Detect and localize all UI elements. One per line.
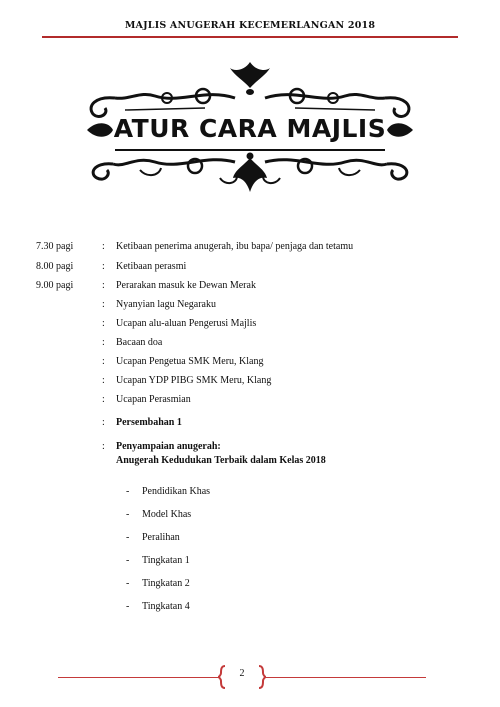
separator-colon: : [102, 299, 105, 310]
document-header-title: MAJLIS ANUGERAH KECEMERLANGAN 2018 [124, 20, 376, 31]
bullet-dash: - [126, 532, 130, 543]
bullet-dash: - [126, 486, 130, 497]
program-description: Persembahan 1 [116, 417, 182, 428]
separator-colon: : [102, 417, 105, 428]
program-description: Ucapan Pengetua SMK Meru, Klang [116, 356, 264, 367]
program-description: Penyampaian anugerah: [116, 441, 221, 452]
separator-colon: : [102, 441, 105, 452]
category-label: Tingkatan 4 [142, 601, 190, 612]
separator-colon: : [102, 261, 105, 272]
category-label: Tingkatan 2 [142, 578, 190, 589]
category-label: Peralihan [142, 532, 180, 543]
page-number: 2 [239, 668, 245, 679]
program-description: Ucapan Perasmian [116, 394, 191, 405]
bullet-dash: - [126, 555, 130, 566]
program-description: Nyanyian lagu Negaraku [116, 299, 216, 310]
category-label: Tingkatan 1 [142, 555, 190, 566]
footer-rule-left [58, 677, 218, 678]
separator-colon: : [102, 318, 105, 329]
separator-colon: : [102, 375, 105, 386]
program-description: Bacaan doa [116, 337, 163, 348]
bullet-dash: - [126, 601, 130, 612]
program-description: Ketibaan perasmi [116, 261, 187, 272]
program-time: 8.00 pagi [36, 261, 74, 272]
footer-rule-right [266, 677, 426, 678]
program-time: 7.30 pagi [36, 241, 74, 252]
category-label: Pendidikan Khas [142, 486, 211, 497]
banner-title: ATUR CARA MAJLIS [113, 114, 387, 143]
program-description: Ketibaan penerima anugerah, ibu bapa/ penjaga dan tetamu [116, 241, 354, 252]
bullet-dash: - [126, 509, 130, 520]
separator-colon: : [102, 394, 105, 405]
separator-colon: : [102, 337, 105, 348]
program-description: Ucapan YDP PIBG SMK Meru, Klang [116, 375, 272, 386]
separator-colon: : [102, 280, 105, 291]
header-divider [42, 36, 458, 38]
program-description: Perarakan masuk ke Dewan Merak [116, 280, 256, 291]
program-description: Ucapan alu-aluan Pengerusi Majlis [116, 318, 257, 329]
bullet-dash: - [126, 578, 130, 589]
separator-colon: : [102, 241, 105, 252]
category-label: Model Khas [142, 509, 192, 520]
separator-colon: : [102, 356, 105, 367]
award-subheading: Anugerah Kedudukan Terbaik dalam Kelas 2018 [116, 455, 326, 466]
program-time: 9.00 pagi [36, 280, 74, 291]
